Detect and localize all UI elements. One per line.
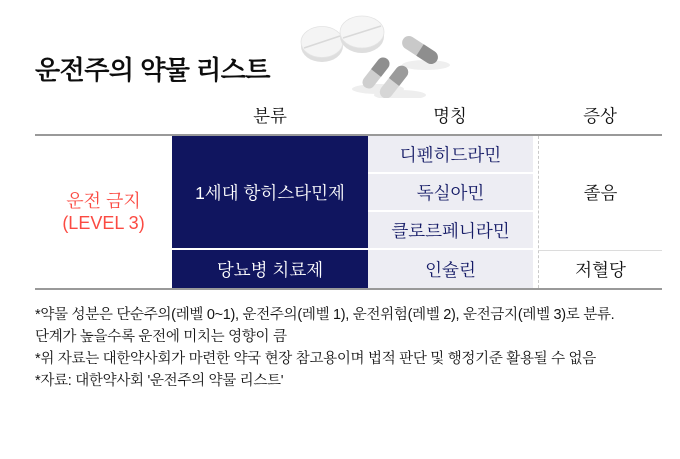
level-label-line2: (LEVEL 3) <box>62 213 145 233</box>
footnotes <box>35 304 667 392</box>
footnote-line: *자료: 대한약사회 '운전주의 약물 리스트' <box>35 373 284 389</box>
footnote-line: *위 자료는 대한약사회가 마련한 약국 현장 참고용이며 법적 판단 및 행정기준 활용될 수 없음 <box>35 351 596 367</box>
category-cell-diabetes: 당뇨병 치료제 <box>172 250 368 288</box>
category-cell-antihistamine: 1세대 항히스타민제 <box>172 136 368 248</box>
footnote-line: 단계가 높을수록 운전에 미치는 영향이 큼 <box>35 329 287 345</box>
drug-table <box>35 134 662 290</box>
drug-name-cell: 클로르페니라민 <box>368 212 533 248</box>
symptom-cell-drowsiness: 졸음 <box>583 182 618 203</box>
drug-name-cell: 디펜히드라민 <box>368 136 533 172</box>
column-header-category: 분류 <box>253 106 287 126</box>
level-label <box>35 136 172 288</box>
tablet-icon <box>340 16 384 53</box>
page-title: 운전주의 약물 리스트 <box>35 55 270 85</box>
drug-name-cell: 독실아민 <box>368 174 533 210</box>
drug-name-cell: 인슐린 <box>368 250 533 288</box>
level-label-line1: 운전 금지 <box>66 191 141 211</box>
tablet-icon <box>301 27 343 63</box>
symptom-cell-hypoglycemia: 저혈당 <box>539 250 662 288</box>
column-header-symptom: 증상 <box>583 106 617 126</box>
footnote-line: *약물 성분은 단순주의(레벨 0~1), 운전주의(레벨 1), 운전위험(레벨 2), 운전금지(레벨 3)로 분류. <box>35 307 615 323</box>
column-header-name: 명칭 <box>433 106 467 126</box>
pills-illustration <box>288 3 458 98</box>
table-column-headers <box>0 103 680 129</box>
